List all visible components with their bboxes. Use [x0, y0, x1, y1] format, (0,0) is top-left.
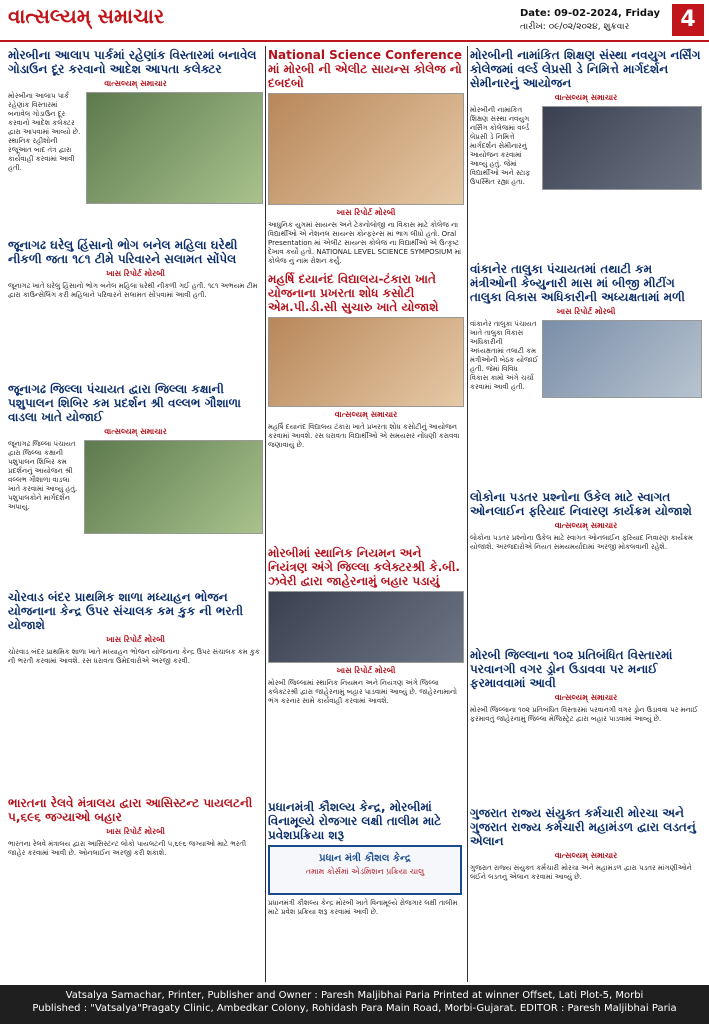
byline: ખાસ રિપોર્ટ મોરબી [106, 269, 165, 278]
article-railway-jobs [8, 796, 263, 981]
headline: લોકોના પડતર પ્રશ્નોના ઉકેલ માટે સ્વાગત ઓનલાઈન ફરિયાદ નિવારણ કાર્યક્રમ યોજાશે [470, 490, 692, 518]
paper-title: વાત્સલ્યમ્ સમાચાર [8, 4, 165, 28]
byline: વાત્સલ્યમ્ સમાચાર [334, 410, 398, 419]
byline: ખાસ રિપોર્ટ મોરબી [106, 827, 165, 836]
photo-meeting [542, 320, 702, 398]
column-divider [467, 46, 468, 982]
ad-kaushal-kendra [268, 845, 462, 895]
headline: પ્રધાનમંત્રી કૌશલ્ય કેન્દ્ર, મોરબીમાં વિનામૂલ્યે રોજગાર લક્ષી તાલીમ માટે પ્રવેશપ્રક્રિયા શરૂ [268, 800, 442, 842]
article-body: મોરબી જિલ્લામાં સ્થાનિક નિયમન અને નિયંત્રણ અંગે જિલ્લા કલેક્ટરશ્રી દ્વારા જાહેરનામું બહાર પાડવામાં આવ્યું છે. જાહેરનામાનો ભંગ કરનાર સામે કાર્યવાહી કરવામાં આવશે. [268, 679, 458, 705]
ad-subtitle: તમામ કોર્સમાં એડમિશન પ્રક્રિયા ચાલુ [305, 867, 425, 876]
article-pashupalan [8, 382, 263, 582]
article-nursing-seminar [470, 48, 702, 254]
headline: ભારતના રેલવે મંત્રાલય દ્વારા આસિસ્ટન્ટ પાયલટની ૫,૬૯૬ જગ્યાઓ બહાર [8, 796, 253, 824]
byline: વાત્સલ્યમ્ સમાચાર [554, 693, 618, 702]
headline: મોરબીની નામાંકિત શિક્ષણ સંસ્થા નવયુગ નર્સિંગ કોલેજમાં વર્લ્ડ લેપ્રસી ડે નિમિત્તે માર્ગદર્શન સેમીનારનું આયોજન [470, 48, 701, 90]
headline: મોરબીના આલાપ પાર્કમાં રહેણાંક વિસ્તારમાં બનાવેલ ગોડાઉન દૂર કરવાનો આદેશ આપતા કલેક્ટર [8, 48, 257, 76]
headline: જૂનાગઢ ઘરેલુ હિંસાનો ભોગ બનેલ મહિલા ઘરેથી નીકળી જતા ૧૮૧ ટીમે પરિવારને સલામત સોંપેલ [8, 238, 238, 266]
byline: વાત્સલ્યમ્ સમાચાર [104, 79, 167, 88]
article-science-conference [268, 48, 464, 300]
ad-title: પ્રધાન મંત્રી કૌશલ કેન્દ્ર [319, 853, 411, 864]
article-kaushal-kendra [268, 800, 464, 980]
column-divider [265, 46, 266, 982]
headline: મહર્ષિ દયાનંદ વિદ્યાલય-ટંકારા ખાતે યોજનાના પ્રખરતા શોધ કસોટી એમ.પી.ડી.સી સુચારુ ખાતે યોજાશે [268, 272, 439, 314]
article-body: જૂનાગઢ ખાતે ઘરેલુ હિંસાનો ભોગ બનેલ મહિલા ઘરેથી નીકળી ગઈ હતી. ૧૮૧ અભયમ ટીમ દ્વારા કાઉન્સેલિંગ કરી મહિલાને પરિવારને સલામત સોંપવામાં આવી હતી. [8, 282, 258, 299]
footer-line-2: Published : "Vatsalya"Pragaty Clinic, Ambedkar Colony, Rohidash Para Main Road, Morbi-Gujarat. EDITOR : Paresh Maljibhai Paria [32, 1003, 677, 1014]
byline: વાત્સલ્યમ્ સમાચાર [554, 521, 618, 530]
headline: જૂનાગઢ જિલ્લા પંચાયત દ્વારા જિલ્લા કક્ષાની પશુપાલન શિબિર કમ પ્રદર્શન શ્રી વલ્લભ ગૌશાળા વાડલા ખાતે યોજાઈ [8, 382, 241, 424]
photo-college-group [268, 93, 464, 205]
byline: ખાસ રિપોર્ટ મોરબી [336, 666, 396, 675]
byline: વાત્સલ્યમ્ સમાચાર [104, 427, 167, 436]
headline: મોરબીમાં સ્થાનિક નિયમન અને નિયંત્રણ અંગે જિલ્લા કલેક્ટરશ્રી કે.બી. ઝવેરી દ્વારા જાહેરનામું બહાર પડાયું [268, 546, 460, 588]
photo-notification [268, 591, 464, 663]
article-employees-protest [470, 806, 702, 981]
photo-gaushala [84, 440, 263, 534]
article-body: પ્રધાનમંત્રી કૌશલ્ય કેન્દ્ર મોરબી ખાતે વિનામૂલ્યે રોજગાર લક્ષી તાલીમ માટે પ્રવેશ પ્રક્રિયા શરૂ કરવામાં આવી છે. [268, 899, 458, 916]
article-collector-order [8, 48, 263, 230]
photo-seminar [542, 106, 702, 190]
byline: ખાસ રિપોર્ટ મોરબી [106, 635, 165, 644]
headline: વાંકાનેર તાલુકા પંચાયતમાં તથાટી કમ મંત્રીઓની કેબ્યુનારી માસ માં બીજી મીટીંગ તાલુકા વિકાસ અધિકારીની અધ્યક્ષતામાં મળી [470, 262, 685, 304]
footer-imprint [0, 985, 709, 1024]
article-body: ભારતના રેલવે મંત્રાલય દ્વારા આસિસ્ટન્ટ લોકો પાયલટની ૫,૬૯૬ જગ્યાઓ માટે ભરતી જાહેર કરવામાં આવી છે. ઓનલાઈન અરજી કરી શકાશે. [8, 840, 247, 857]
article-body: જૂનાગઢ જિલ્લા પંચાયત દ્વારા જિલ્લા કક્ષાની પશુપાલન શિબિર કમ પ્રદર્શનનું આયોજન શ્રી વલ્લભ ગૌશાળા વાડલા ખાતે કરવામાં આવ્યું હતું. પશુપાલકોને માર્ગદર્શન અપાયું. [8, 440, 78, 511]
masthead [0, 0, 709, 42]
byline: ખાસ રિપોર્ટ મોરબી [556, 307, 616, 316]
article-body: મોરબીની નામાંકિત શિક્ષણ સંસ્થા નવયુગ નર્સિંગ કોલેજમાં વર્લ્ડ લેપ્રસી ડે નિમિત્તે માર્ગદર્શન સેમીનારનું આયોજન કરવામાં આવ્યું હતું. જેમાં વિદ્યાર્થીઓ અને સ્ટાફ ઉપસ્થિત રહ્યા હતા. [470, 106, 531, 186]
article-chorwad-school [8, 590, 263, 790]
byline: ખાસ રિપોર્ટ મોરબી [336, 208, 396, 217]
headline: ચોરવાડ બંદર પ્રાથમિક શાળા મધ્યાહન ભોજન યોજનાના કેન્દ્ર ઉપર સંચાલક કમ કુક ની ભરતી યોજાશે [8, 590, 244, 632]
article-181-team [8, 238, 263, 378]
article-body: વાંકાનેર તાલુકા પંચાયત ખાતે તાલુકા વિકાસ અધિકારીની અધ્યક્ષતામાં તલાટી કમ મંત્રીઓની બેઠક યોજાઈ હતી. જેમાં વિવિધ વિકાસ કામો અંગે ચર્ચા કરવામાં આવી હતી. [470, 320, 538, 391]
article-drone-ban [470, 648, 702, 798]
article-body: મોરબીના આલાપ પાર્ક રહેણાંક વિસ્તારમાં બનાવેલ ગોડાઉન દૂર કરવાનો આદેશ કલેક્ટર દ્વારા આપવામાં આવ્યો છે. સ્થાનિક રહીશોની રજૂઆત બાદ તંત્ર દ્વારા કાર્યવાહી કરવામાં આવી હતી. [8, 92, 81, 172]
byline: વાત્સલ્યમ્ સમાચાર [554, 851, 618, 860]
footer-line-1: Vatsalya Samachar, Printer, Publisher and Owner : Paresh Maljibhai Paria Printed at winner Offset, Lati Plot-5, Morbi [65, 990, 644, 1001]
photo-dayanand [268, 317, 464, 407]
headline: National Science Conference માં મોરબી ની એલીટ સાયન્સ કોલેજ નો દબદબો [268, 48, 462, 90]
headline: મોરબી જિલ્લાના ૧૦૨ પ્રતિબંધિત વિસ્તારમાં પરવાનગી વગર ડ્રોન ઉડાવવા પર મનાઈ ફરમાવવામાં આવી [470, 648, 673, 690]
date-english: Date: 09-02-2024, Friday [520, 8, 661, 19]
article-body: મહર્ષિ દયાનંદ વિદ્યાલય ટંકારા ખાતે પ્રખરતા શોધ કસોટીનું આયોજન કરવામાં આવશે. રસ ધરાવતા વિદ્યાર્થીઓ એ સમયસર નોંધણી કરાવવા જણાવાયું છે. [268, 423, 460, 449]
article-body: લોકોના પડતર પ્રશ્નોના ઉકેલ માટે સ્વાગત ઓનલાઈન ફરિયાદ નિવારણ કાર્યક્રમ યોજાશે. અરજદારોએ નિયત સમયમર્યાદામાં અરજી મોકલવાની રહેશે. [470, 534, 693, 551]
photo-godown [86, 92, 263, 204]
article-swagat-program [470, 490, 702, 640]
article-body: ગુજરાત રાજ્ય સંયુક્ત કર્મચારી મોરચા અને મહામંડળ દ્વારા પડતર માંગણીઓને લઈને લડતનું એલાન કરવામાં આવ્યું છે. [470, 864, 692, 881]
byline: વાત્સલ્યમ્ સમાચાર [554, 93, 618, 102]
article-body: મોરબી જિલ્લાના ૧૦૨ પ્રતિબંધિત વિસ્તારમાં પરવાનગી વગર ડ્રોન ઉડાવવા પર મનાઈ ફરમાવતું જાહેરનામું જિલ્લા મેજિસ્ટ્રેટ દ્વારા બહાર પાડવામાં આવ્યું છે. [470, 706, 698, 723]
article-collector-notification [268, 546, 464, 796]
article-body: ચોરવાડ બંદર પ્રાથમિક શાળા ખાતે મધ્યાહન ભોજન યોજનાના કેન્દ્ર ઉપર સંચાલક કમ કુક ની ભરતી કરવામાં આવશે. રસ ધરાવતા ઉમેદવારોએ અરજી કરવી. [8, 648, 260, 665]
article-body: આધુનિક યુગમાં સાયન્સ અને ટેકનોલોજી ના વિકાસ માટે કોલેજ ના વિદ્યાર્થીઓ એ નેશનલ સાયન્સ કોન્ફરન્સ માં ભાગ લીધો હતો. Oral Presentation માં એલીટ સાયન્સ કોલેજ ના વિદ્યાર્થીઓ એ ઉત્કૃષ્ટ દેખાવ કર્યો હતો. NATIONAL LEVEL SCIENCE SYMPOSIUM માં કોલેજ નું નામ રોશન કર્યું. [268, 221, 462, 265]
page-number: 4 [672, 4, 704, 36]
article-wankaner-meeting [470, 262, 702, 482]
article-dayanand-exam [268, 272, 464, 542]
headline: ગુજરાત રાજ્ય સંયુક્ત કર્મચારી મોરચા અને ગુજરાત રાજ્ય કર્મચારી મહામંડળ દ્વારા લડતનું એલાન [470, 806, 696, 848]
date-gujarati: તારીખ: ૦૯/૦૨/૨૦૨૪, શુક્રવાર [520, 22, 630, 32]
